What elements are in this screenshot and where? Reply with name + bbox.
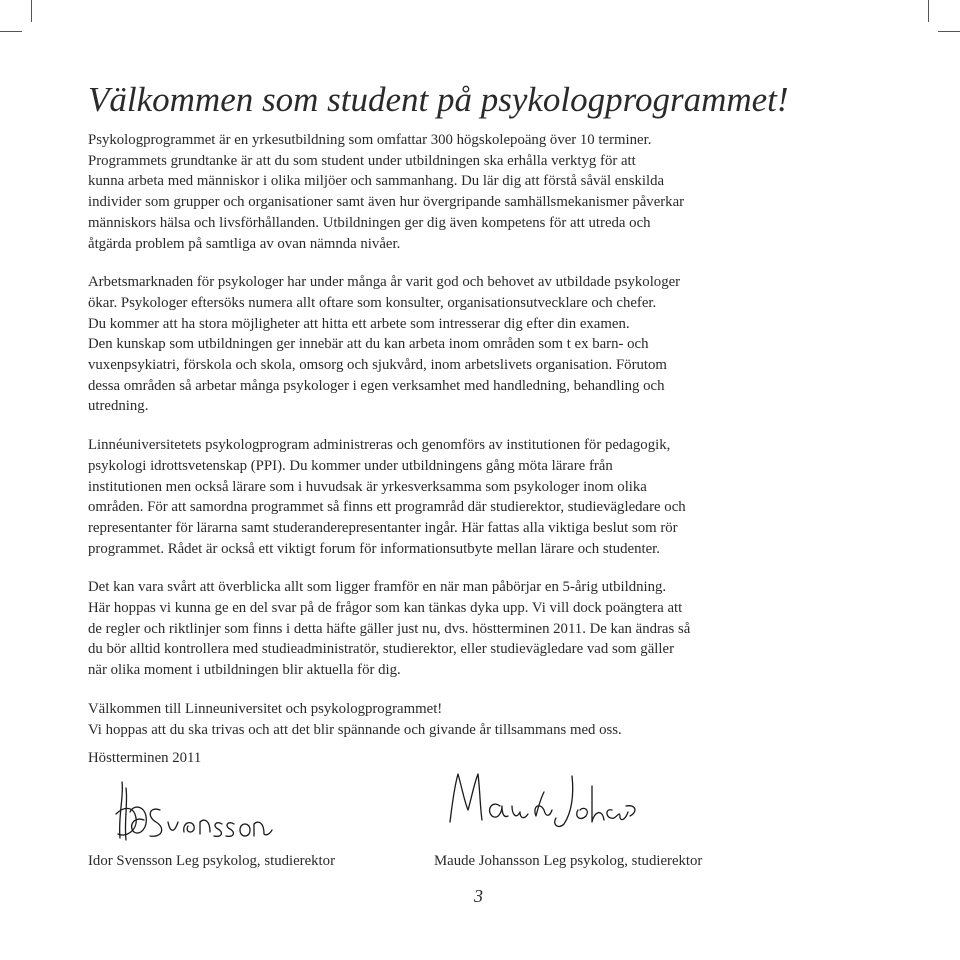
signature-caption-right: Maude Johansson Leg psykolog, studierektor <box>434 853 703 869</box>
text-line: institutionen men också lärare som i huvudsak är yrkesverksamma som psykologer inom olika <box>88 478 647 495</box>
text-line: programmet. Rådet är också ett viktigt forum för informationsutbyte mellan lärare och studenter. <box>88 540 660 557</box>
text-line: dessa områden så arbetar många psykologer i egen verksamhet med handledning, behandling och <box>88 377 665 394</box>
paragraph-labor-market <box>88 272 938 417</box>
paragraph-program-intro <box>88 130 938 254</box>
paragraph-administration <box>88 435 938 559</box>
signature-caption-left: Idor Svensson Leg psykolog, studierektor <box>88 853 335 869</box>
text-line: människors hälsa och livsförhållanden. Utbildningen ger dig även kompetens för att utreda och <box>88 214 651 231</box>
page-title: Välkommen som student på psykologprogrammet! <box>88 80 789 119</box>
text-line: ökar. Psykologer eftersöks numera allt oftare som konsulter, organisationsutvecklare och chefer. <box>88 294 657 311</box>
text-line: Du kommer att ha stora möjligheter att hitta ett arbete som intresserar dig efter din examen. <box>88 315 630 332</box>
text-line: Vi hoppas att du ska trivas och att det blir spännande och givande år tillsammans med oss. <box>88 721 622 738</box>
crop-mark-top-left-vertical <box>31 0 32 22</box>
text-line: psykologi idrottsvetenskap (PPI). Du kommer under utbildningens gång möta lärare från <box>88 457 613 474</box>
text-line: åtgärda problem på samtliga av ovan nämnda nivåer. <box>88 235 401 252</box>
text-line: de regler och riktlinjer som finns i detta häfte gäller just nu, dvs. höstterminen 2011. De kan ändras så <box>88 620 691 637</box>
text-line: Det kan vara svårt att överblicka allt som ligger framför en när man påbörjar en 5-årig utbildning. <box>88 579 667 596</box>
text-line: när olika moment i utbildningen blir aktuella för dig. <box>88 662 401 679</box>
text-line: kunna arbeta med människor i olika miljöer och sammanhang. Du lär dig att förstå såväl enskilda <box>88 173 665 190</box>
text-line: du bör alltid kontrollera med studieadministratör, studierektor, eller studievägledare vad som gäller <box>88 641 674 658</box>
text-line: Linnéuniversitetets psykologprogram administreras och genomförs av institutionen för pedagogik, <box>88 437 671 454</box>
closing-date: Höstterminen 2011 <box>88 750 202 766</box>
signature-idor-svensson <box>104 776 274 848</box>
text-line: Den kunskap som utbildningen ger innebär att du kan arbeta inom områden som t ex barn- och <box>88 336 649 353</box>
text-line: individer som grupper och organisationer samt även hur övergripande samhällsmekanismer påverkar <box>88 194 685 211</box>
text-line: Psykologprogrammet är en yrkesutbildning som omfattar 300 högskolepoäng över 10 terminer. <box>88 132 652 148</box>
crop-mark-top-right-vertical <box>928 0 929 22</box>
body-text <box>88 130 938 758</box>
text-line: vuxenpsykiatri, förskola och skola, omsorg och sjukvård, inom arbetslivets organisation. Förutom <box>88 357 667 374</box>
text-line: områden. För att samordna programmet så finns ett programråd där studierektor, studievägledare och <box>88 499 686 516</box>
text-line: utredning. <box>88 398 149 415</box>
text-line: Programmets grundtanke är att du som student under utbildningen ska erhålla verktyg för att <box>88 152 636 169</box>
paragraph-welcome <box>88 699 938 740</box>
paragraph-overview <box>88 577 938 681</box>
text-line: representanter för lärarna samt studeranderepresentanter ingår. Här fattas alla viktiga beslut som rör <box>88 519 678 536</box>
crop-mark-top-left <box>0 31 22 32</box>
text-line: Välkommen till Linneuniversitet och psykologprogrammet! <box>88 700 443 717</box>
page-number: 3 <box>474 886 483 906</box>
signature-maude-johansson <box>440 766 640 838</box>
text-line: Här hoppas vi kunna ge en del svar på de frågor som kan tänkas dyka upp. Vi vill dock poängtera att <box>88 600 683 617</box>
text-line: Arbetsmarknaden för psykologer har under många år varit god och behovet av utbildade psykologer <box>88 274 681 291</box>
crop-mark-top-right <box>938 31 960 32</box>
